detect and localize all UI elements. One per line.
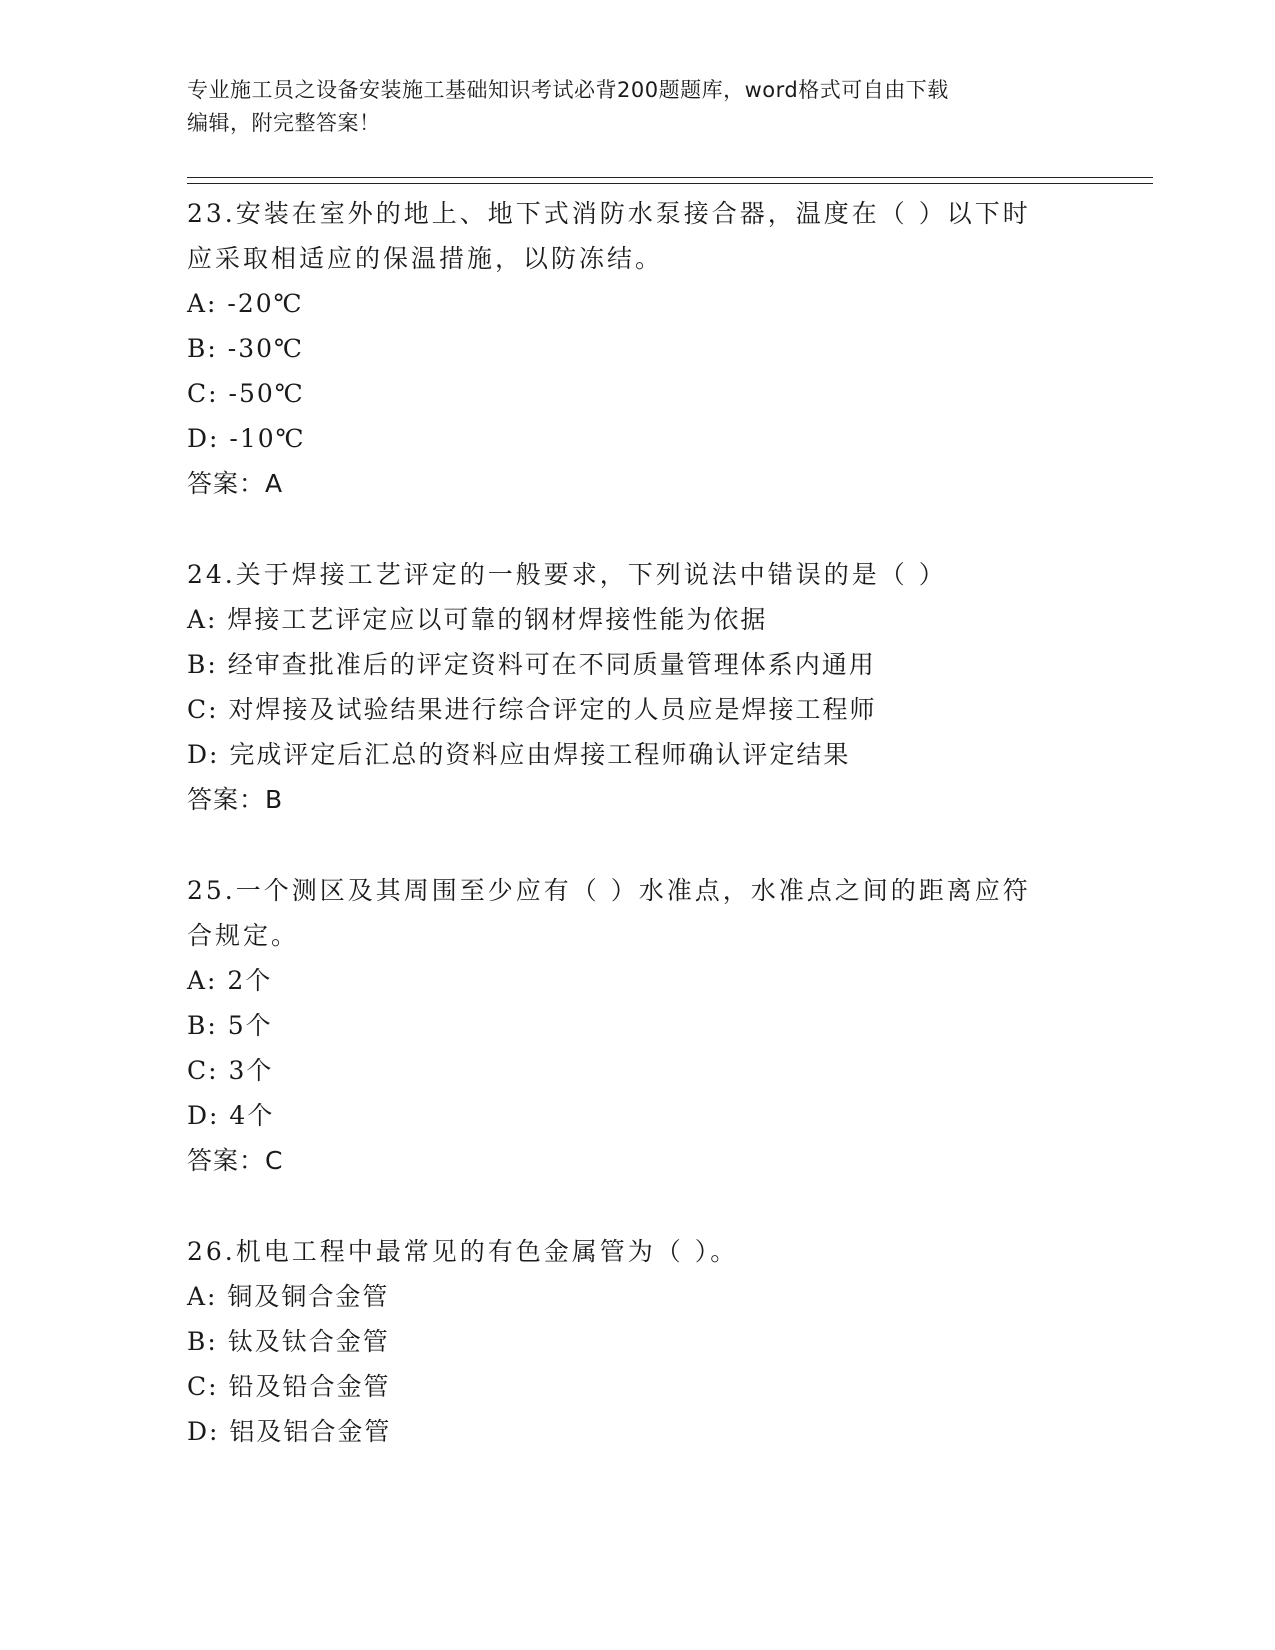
option-c: C: 铅及铅合金管: [187, 1372, 391, 1401]
question-23: [187, 191, 1067, 506]
answer-text: 答案：A: [187, 469, 284, 498]
question-stem: [187, 552, 1067, 597]
question-26: [187, 1229, 1067, 1454]
answer-text: 答案：B: [187, 785, 284, 814]
option-b: B: 经审查批准后的评定资料可在不同质量管理体系内通用: [187, 650, 876, 679]
question-24: [187, 552, 1067, 822]
question-stem: [187, 191, 1067, 281]
option-d: D: 铝及铝合金管: [187, 1417, 392, 1446]
option-c: C: 3个: [187, 1056, 274, 1085]
option-b: B: 5个: [187, 1011, 273, 1040]
option-d: D: -10℃: [187, 424, 306, 453]
option-c: C: 对焊接及试验结果进行综合评定的人员应是焊接工程师: [187, 695, 877, 724]
question-stem-line-1: 23.安装在室外的地上、地下式消防水泵接合器，温度在（ ）以下时: [187, 199, 1031, 228]
option-d: D: 完成评定后汇总的资料应由焊接工程师确认评定结果: [187, 740, 851, 769]
question-list: [187, 191, 1067, 1500]
option-d: D: 4个: [187, 1101, 275, 1130]
question-stem-line-1: 26.机电工程中最常见的有色金属管为（ ）。: [187, 1237, 739, 1266]
question-stem-line-2: 应采取相适应的保温措施，以防冻结。: [187, 244, 664, 273]
document-header: [187, 74, 1067, 140]
option-a: A: 焊接工艺评定应以可靠的钢材焊接性能为依据: [187, 605, 768, 634]
header-divider-bottom: [187, 183, 1153, 184]
question-stem: [187, 868, 1067, 958]
question-stem-line-1: 24.关于焊接工艺评定的一般要求，下列说法中错误的是（ ）: [187, 560, 947, 589]
question-25: [187, 868, 1067, 1183]
option-c: C: -50℃: [187, 379, 305, 408]
header-divider-top: [187, 177, 1153, 178]
option-b: B: 钛及钛合金管: [187, 1327, 390, 1356]
document-title-line-1: 专业施工员之设备安装施工基础知识考试必背200题题库，word格式可自由下载: [187, 78, 949, 102]
question-stem-line-2: 合规定。: [187, 921, 300, 950]
option-b: B: -30℃: [187, 334, 304, 363]
option-a: A: 铜及铜合金管: [187, 1282, 390, 1311]
answer-text: 答案：C: [187, 1146, 284, 1175]
option-a: A: -20℃: [187, 289, 304, 318]
document-title-line-2: 编辑，附完整答案！: [187, 111, 381, 135]
question-stem-line-1: 25.一个测区及其周围至少应有（ ）水准点，水准点之间的距离应符: [187, 876, 1031, 905]
option-a: A: 2个: [187, 966, 273, 995]
question-stem: [187, 1229, 1067, 1274]
